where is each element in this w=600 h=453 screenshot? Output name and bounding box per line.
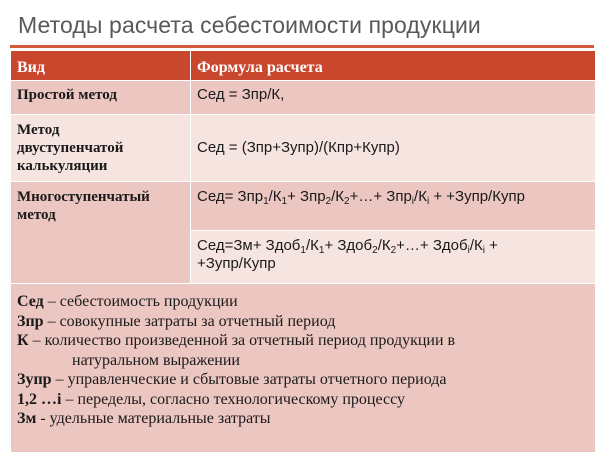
legend bbox=[11, 284, 596, 453]
method-two-stage-line2: двуступенчатой bbox=[17, 140, 124, 156]
header-formula: Формула расчета bbox=[191, 51, 596, 81]
legend-item: Зм - удельные материальные затраты bbox=[17, 410, 271, 427]
methods-table bbox=[10, 50, 596, 453]
table-row-legend bbox=[11, 284, 596, 453]
table-row-two-stage bbox=[11, 115, 596, 182]
formula-multi-stage-1: $Сед= Зпр_1/К_1+$ $Зпр_2/К_2+\dots+ Зпр_i/К_i$ + +Зупр/Купр bbox=[191, 182, 596, 231]
legend-item: Зупр – управленческие и сбытовые затраты отчетного периода bbox=[17, 371, 447, 388]
method-multi-stage-line2: метод bbox=[17, 207, 56, 223]
legend-item: Зпр – совокупные затраты за отчетный период bbox=[17, 312, 336, 330]
method-two-stage-line1: Метод bbox=[17, 122, 60, 138]
method-multi-stage bbox=[11, 182, 191, 284]
method-multi-stage-line1: Многоступенчатый bbox=[17, 189, 150, 205]
slide-title: Методы расчета себестоимости продукции bbox=[18, 12, 481, 38]
method-simple: Простой метод bbox=[11, 81, 191, 115]
title-underline bbox=[10, 45, 594, 48]
legend-item: К – количество произведенной за отчетный период продукции в bbox=[17, 332, 456, 349]
formula-multi-stage-2: $Сед=Зм+ Здоб_1/К_1+$ $Здоб_2/К_2+\dots+$ $Здоб_i/К_i$ + +Зупр/Купр bbox=[191, 231, 596, 284]
legend-item: 1,2 …i – переделы, согласно технологическому процессу bbox=[17, 390, 405, 408]
formula-simple: Сед = Зпр/К, bbox=[191, 81, 596, 115]
table-row-multi-stage bbox=[11, 182, 596, 231]
legend-item-continuation: натуральном выражении bbox=[72, 351, 240, 369]
method-two-stage-line3: калькуляции bbox=[17, 158, 108, 174]
legend-item: Сед – себестоимость продукции bbox=[17, 293, 238, 310]
header-kind: Вид bbox=[11, 51, 191, 81]
table-header-row bbox=[11, 51, 596, 81]
formula-two-stage: Сед = (Зпр+Зупр)/(Кпр+Купр) bbox=[191, 115, 596, 182]
method-two-stage bbox=[11, 115, 191, 182]
table-row-simple bbox=[11, 81, 596, 115]
